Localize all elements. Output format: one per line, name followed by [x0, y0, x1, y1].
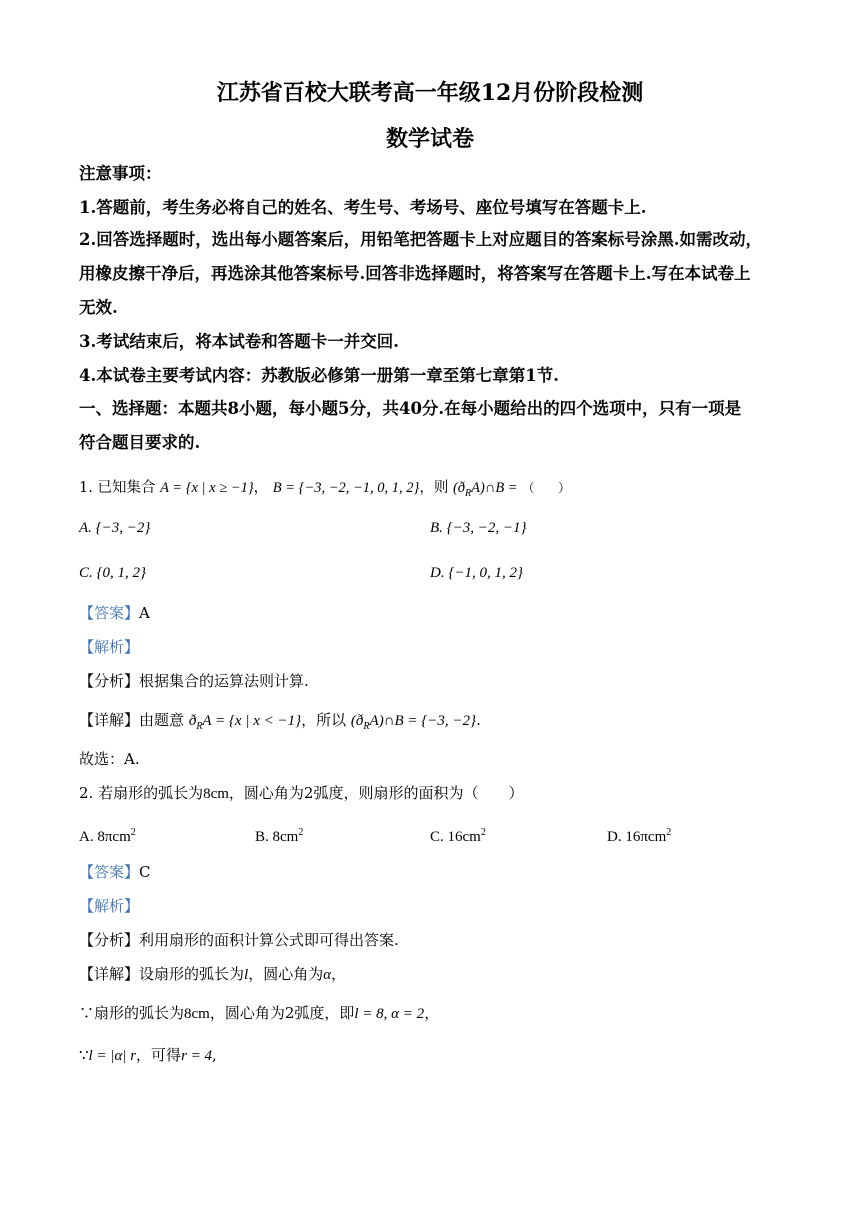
q1-fenxi-text: 根据集合的运算法则计算. — [139, 672, 309, 690]
q1-option-b: B. {−3, −2, −1} — [430, 520, 527, 536]
q2-line2-math2: l = 8, α = 2 — [354, 1006, 425, 1022]
section-heading: 一、选择题：本题共8小题，每小题5分，共40分.在每小题给出的四个选项中，只有一项是 — [79, 399, 742, 418]
question-1-stem — [79, 478, 570, 504]
q2-line3-a: ∵ — [79, 1046, 89, 1064]
q2-stem1: 2. 若扇形的弧长为 — [79, 784, 204, 802]
q1-paren: （ ） — [522, 481, 571, 495]
q2-option-b-text: B. 8cm — [255, 829, 299, 845]
q2-option-c-sup: 2 — [480, 827, 486, 838]
q2-line3-math2: r = 4 — [181, 1048, 213, 1064]
q2-fenxi — [79, 930, 399, 950]
q2-detail1: 设扇形的弧长为 — [139, 965, 245, 983]
q2-detail1-alpha: α — [323, 967, 332, 983]
notice-item-2: 2.回答选择题时，选出每小题答案后，用铅笔把答题卡上对应题目的答案标号涂黑.如需改动， — [79, 230, 762, 249]
q2-option-d-sup: 2 — [666, 827, 672, 838]
q1-set-b: B = {−3, −2, −1, 0, 1, 2} — [272, 480, 420, 496]
q1-detail-text1: 由题意 — [139, 711, 185, 729]
q1-expr-sub: R — [465, 487, 472, 499]
q2-line3-math: l = |α| r — [88, 1048, 137, 1064]
notice-heading: 注意事项： — [79, 164, 162, 183]
q2-line2-c: ， — [424, 1004, 440, 1022]
q1-detail-text2: ，所以 — [301, 711, 347, 729]
q2-option-a — [79, 823, 136, 847]
q2-stem2: ，圆心角为2弧度，则扇形的面积为（ ） — [228, 784, 524, 802]
q2-answer-value: C — [139, 863, 151, 881]
q2-option-a-text: A. 8πcm — [79, 829, 131, 845]
q2-fenxi-text: 利用扇形的面积计算公式即可得出答案. — [139, 931, 399, 949]
q1-option-d: D. {−1, 0, 1, 2} — [430, 565, 523, 581]
q2-option-c-text: C. 16cm — [430, 829, 481, 845]
question-2-stem — [79, 783, 523, 804]
exam-subtitle: 数学试卷 — [385, 126, 474, 152]
q1-detail-math2-open: (ð — [350, 713, 364, 729]
q2-detail — [79, 964, 346, 985]
q1-detail-tag: 【详解】 — [79, 711, 140, 729]
q2-fenxi-tag: 【分析】 — [79, 931, 140, 949]
notice-item-4: 4.本试卷主要考试内容：苏教版必修第一册第一章至第七章第1节. — [79, 366, 559, 385]
q1-detail-math1-sub: R — [196, 721, 203, 732]
q2-option-d — [607, 823, 671, 847]
q1-fenxi — [79, 671, 309, 691]
q1-set-a: A = {x | x ≥ −1} — [160, 480, 254, 496]
q2-detail1b: ，圆心角为 — [248, 965, 324, 983]
q2-line2-a: ∵扇形的弧长为 — [79, 1004, 185, 1022]
section-heading-cont: 符合题目要求的. — [79, 433, 201, 452]
q1-expression — [452, 480, 518, 499]
q2-stem-math: 8cm — [203, 786, 229, 802]
notice-item-3: 3.考试结束后，将本试卷和答题卡一并交回. — [79, 332, 399, 351]
q2-line3-b: ，可得 — [136, 1046, 182, 1064]
q2-option-d-text: D. 16πcm — [607, 829, 667, 845]
q1-option-c: C. {0, 1, 2} — [79, 565, 147, 581]
notice-item-1: 1.答题前，考生务必将自己的姓名、考生号、考场号、座位号填写在答题卡上. — [79, 198, 647, 217]
q1-answer-tag: 【答案】 — [79, 604, 140, 622]
q1-detail-math1 — [188, 713, 302, 732]
q2-answer — [79, 862, 151, 882]
q1-analysis-tag: 【解析】 — [79, 638, 140, 656]
exam-title: 江苏省百校大联考高一年级12月份阶段检测 — [216, 80, 644, 106]
q1-option-a: A. {−3, −2} — [79, 520, 151, 536]
q1-detail-math2-rest: A)∩B = {−3, −2} — [369, 713, 477, 729]
q2-line2-math: 8cm — [184, 1006, 210, 1022]
q1-detail-math1-open: ð — [188, 713, 197, 729]
q1-choose: 故选：A. — [79, 750, 140, 768]
q1-detail-math2-sub: R — [363, 721, 370, 732]
q2-option-b-sup: 2 — [298, 827, 304, 838]
q2-line2-b: ，圆心角为2弧度，即 — [209, 1004, 355, 1022]
q1-expr-open: (ð — [452, 480, 466, 496]
q2-analysis-tag: 【解析】 — [79, 897, 140, 915]
q2-detail-line3 — [79, 1045, 217, 1066]
q2-detail-line2 — [79, 1003, 439, 1024]
notice-item-2-end: 无效. — [79, 298, 118, 317]
q1-detail-math2 — [350, 713, 477, 732]
q2-option-a-sup: 2 — [130, 827, 136, 838]
q2-detail1c: ， — [331, 965, 347, 983]
notice-item-2-cont: 用橡皮擦干净后，再选涂其他答案标号.回答非选择题时，将答案写在答题卡上.写在本试卷上 — [79, 264, 751, 283]
q2-line3-c: , — [212, 1046, 217, 1064]
q1-expr-rest: A)∩B = — [471, 480, 518, 496]
q2-answer-tag: 【答案】 — [79, 863, 140, 881]
q1-prefix: 1. 已知集合 — [79, 480, 156, 496]
q1-answer — [79, 603, 150, 623]
q2-option-c — [430, 823, 486, 847]
q1-detail — [79, 710, 481, 737]
q1-detail-math1-rest: A = {x | x < −1} — [202, 713, 302, 729]
q1-sep1: ， — [253, 480, 269, 496]
q1-answer-value: A — [139, 604, 150, 622]
q2-detail-tag: 【详解】 — [79, 965, 140, 983]
q2-option-b — [255, 823, 303, 847]
q2-detail1-l: l — [244, 967, 249, 983]
q1-detail-end: . — [476, 711, 481, 729]
q1-sep2: ，则 — [419, 480, 449, 496]
q1-fenxi-tag: 【分析】 — [79, 672, 140, 690]
